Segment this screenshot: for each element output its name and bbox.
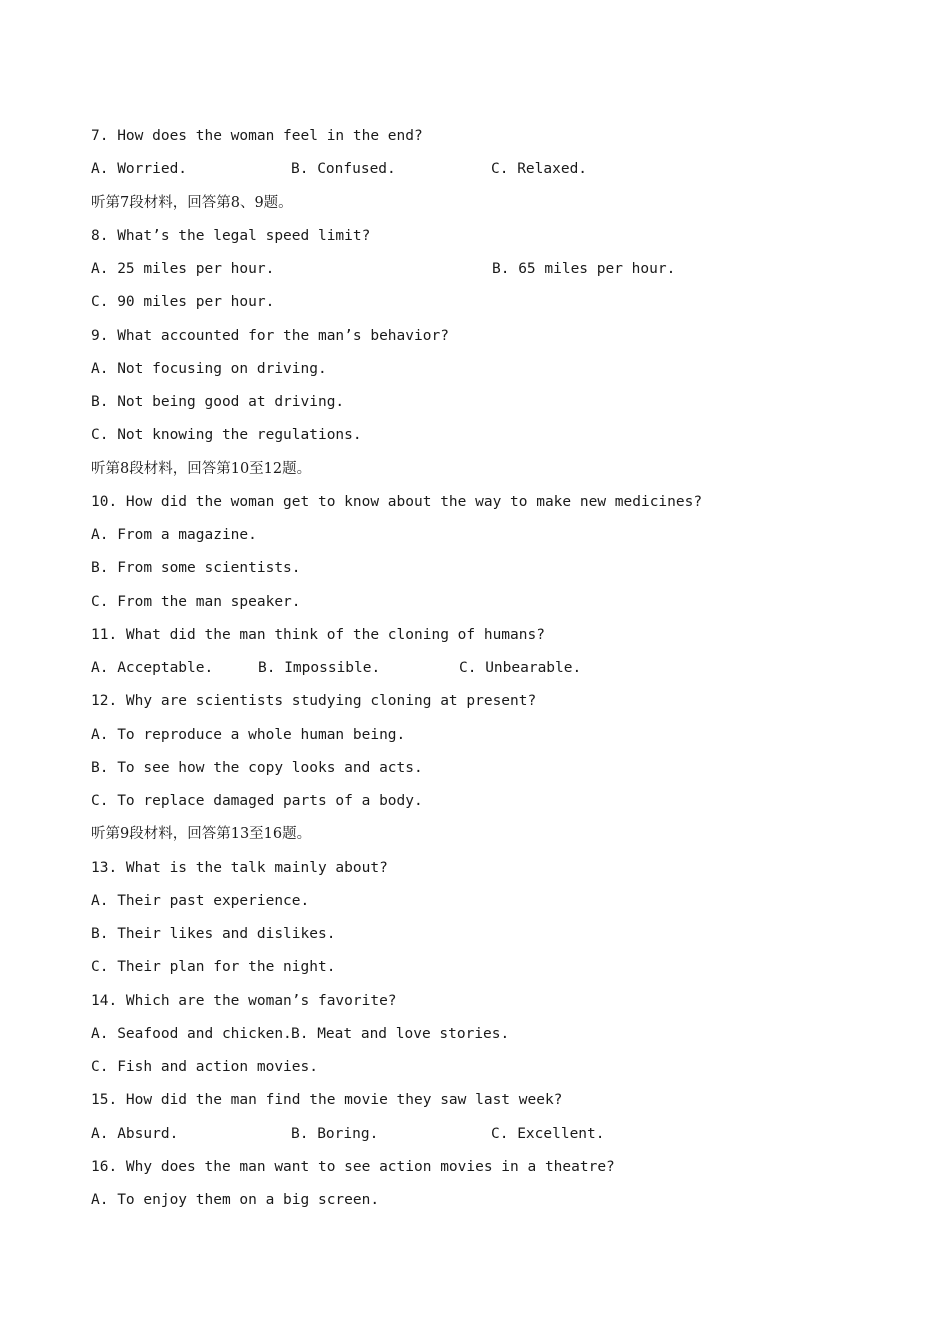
question-text: 16. Why does the man want to see action movies in a theatre? xyxy=(91,1158,615,1175)
section-instruction: 听第9段材料，回答第13至16题。 xyxy=(91,826,312,843)
answer-option: C. Fish and action movies. xyxy=(91,1059,318,1075)
question-text: 9. What accounted for the man’s behavior? xyxy=(91,327,449,344)
answer-option: A. Their past experience. xyxy=(91,892,310,909)
answer-option: B. 65 miles per hour. xyxy=(492,261,676,277)
section-instruction: 听第7段材料，回答第8、9题。 xyxy=(91,194,293,211)
question-text: 11. What did the man think of the cloning of humans? xyxy=(91,626,545,643)
answer-option: C. Excellent. xyxy=(491,1125,605,1142)
answer-option: A. Seafood and chicken. xyxy=(91,1025,292,1042)
question-text: 14. Which are the woman’s favorite? xyxy=(91,992,397,1009)
answer-option: A. Not focusing on driving. xyxy=(91,360,327,377)
answer-option: A. 25 miles per hour. xyxy=(91,261,275,277)
question-text: 12. Why are scientists studying cloning at present? xyxy=(91,693,537,710)
answer-option: B. Boring. xyxy=(291,1125,379,1142)
question-text: 10. How did the woman get to know about the way to make new medicines? xyxy=(91,493,703,510)
question-text: 8. What’s the legal speed limit? xyxy=(91,227,371,244)
answer-option: A. From a magazine. xyxy=(91,527,257,543)
answer-option: C. Unbearable. xyxy=(459,660,582,676)
section-instruction: 听第8段材料，回答第10至12题。 xyxy=(91,460,312,477)
question-text: 13. What is the talk mainly about? xyxy=(91,859,388,876)
option-row xyxy=(0,159,950,179)
answer-option: A. Absurd. xyxy=(91,1125,179,1142)
option-row xyxy=(0,259,950,279)
answer-option: B. Impossible. xyxy=(258,660,381,676)
question-text: 15. How did the man find the movie they saw last week? xyxy=(91,1092,563,1109)
answer-option: B. Meat and love stories. xyxy=(291,1025,510,1042)
answer-option: B. Their likes and dislikes. xyxy=(91,926,336,942)
answer-option: C. Relaxed. xyxy=(491,161,588,178)
answer-option: B. Confused. xyxy=(291,161,396,178)
answer-option: C. Their plan for the night. xyxy=(91,959,336,976)
answer-option: B. To see how the copy looks and acts. xyxy=(91,759,423,776)
option-row xyxy=(0,658,950,678)
answer-option: C. To replace damaged parts of a body. xyxy=(91,793,423,809)
question-text: 7. How does the woman feel in the end? xyxy=(91,128,423,144)
answer-option: C. From the man speaker. xyxy=(91,593,301,610)
answer-option: A. Acceptable. xyxy=(91,660,214,676)
option-row xyxy=(0,1024,950,1044)
answer-option: C. 90 miles per hour. xyxy=(91,294,275,311)
answer-option: C. Not knowing the regulations. xyxy=(91,427,362,444)
answer-option: B. From some scientists. xyxy=(91,560,301,577)
answer-option: A. To reproduce a whole human being. xyxy=(91,726,406,743)
answer-option: B. Not being good at driving. xyxy=(91,394,345,410)
option-row xyxy=(0,1124,950,1144)
answer-option: A. Worried. xyxy=(91,161,188,178)
answer-option: A. To enjoy them on a big screen. xyxy=(91,1192,380,1208)
